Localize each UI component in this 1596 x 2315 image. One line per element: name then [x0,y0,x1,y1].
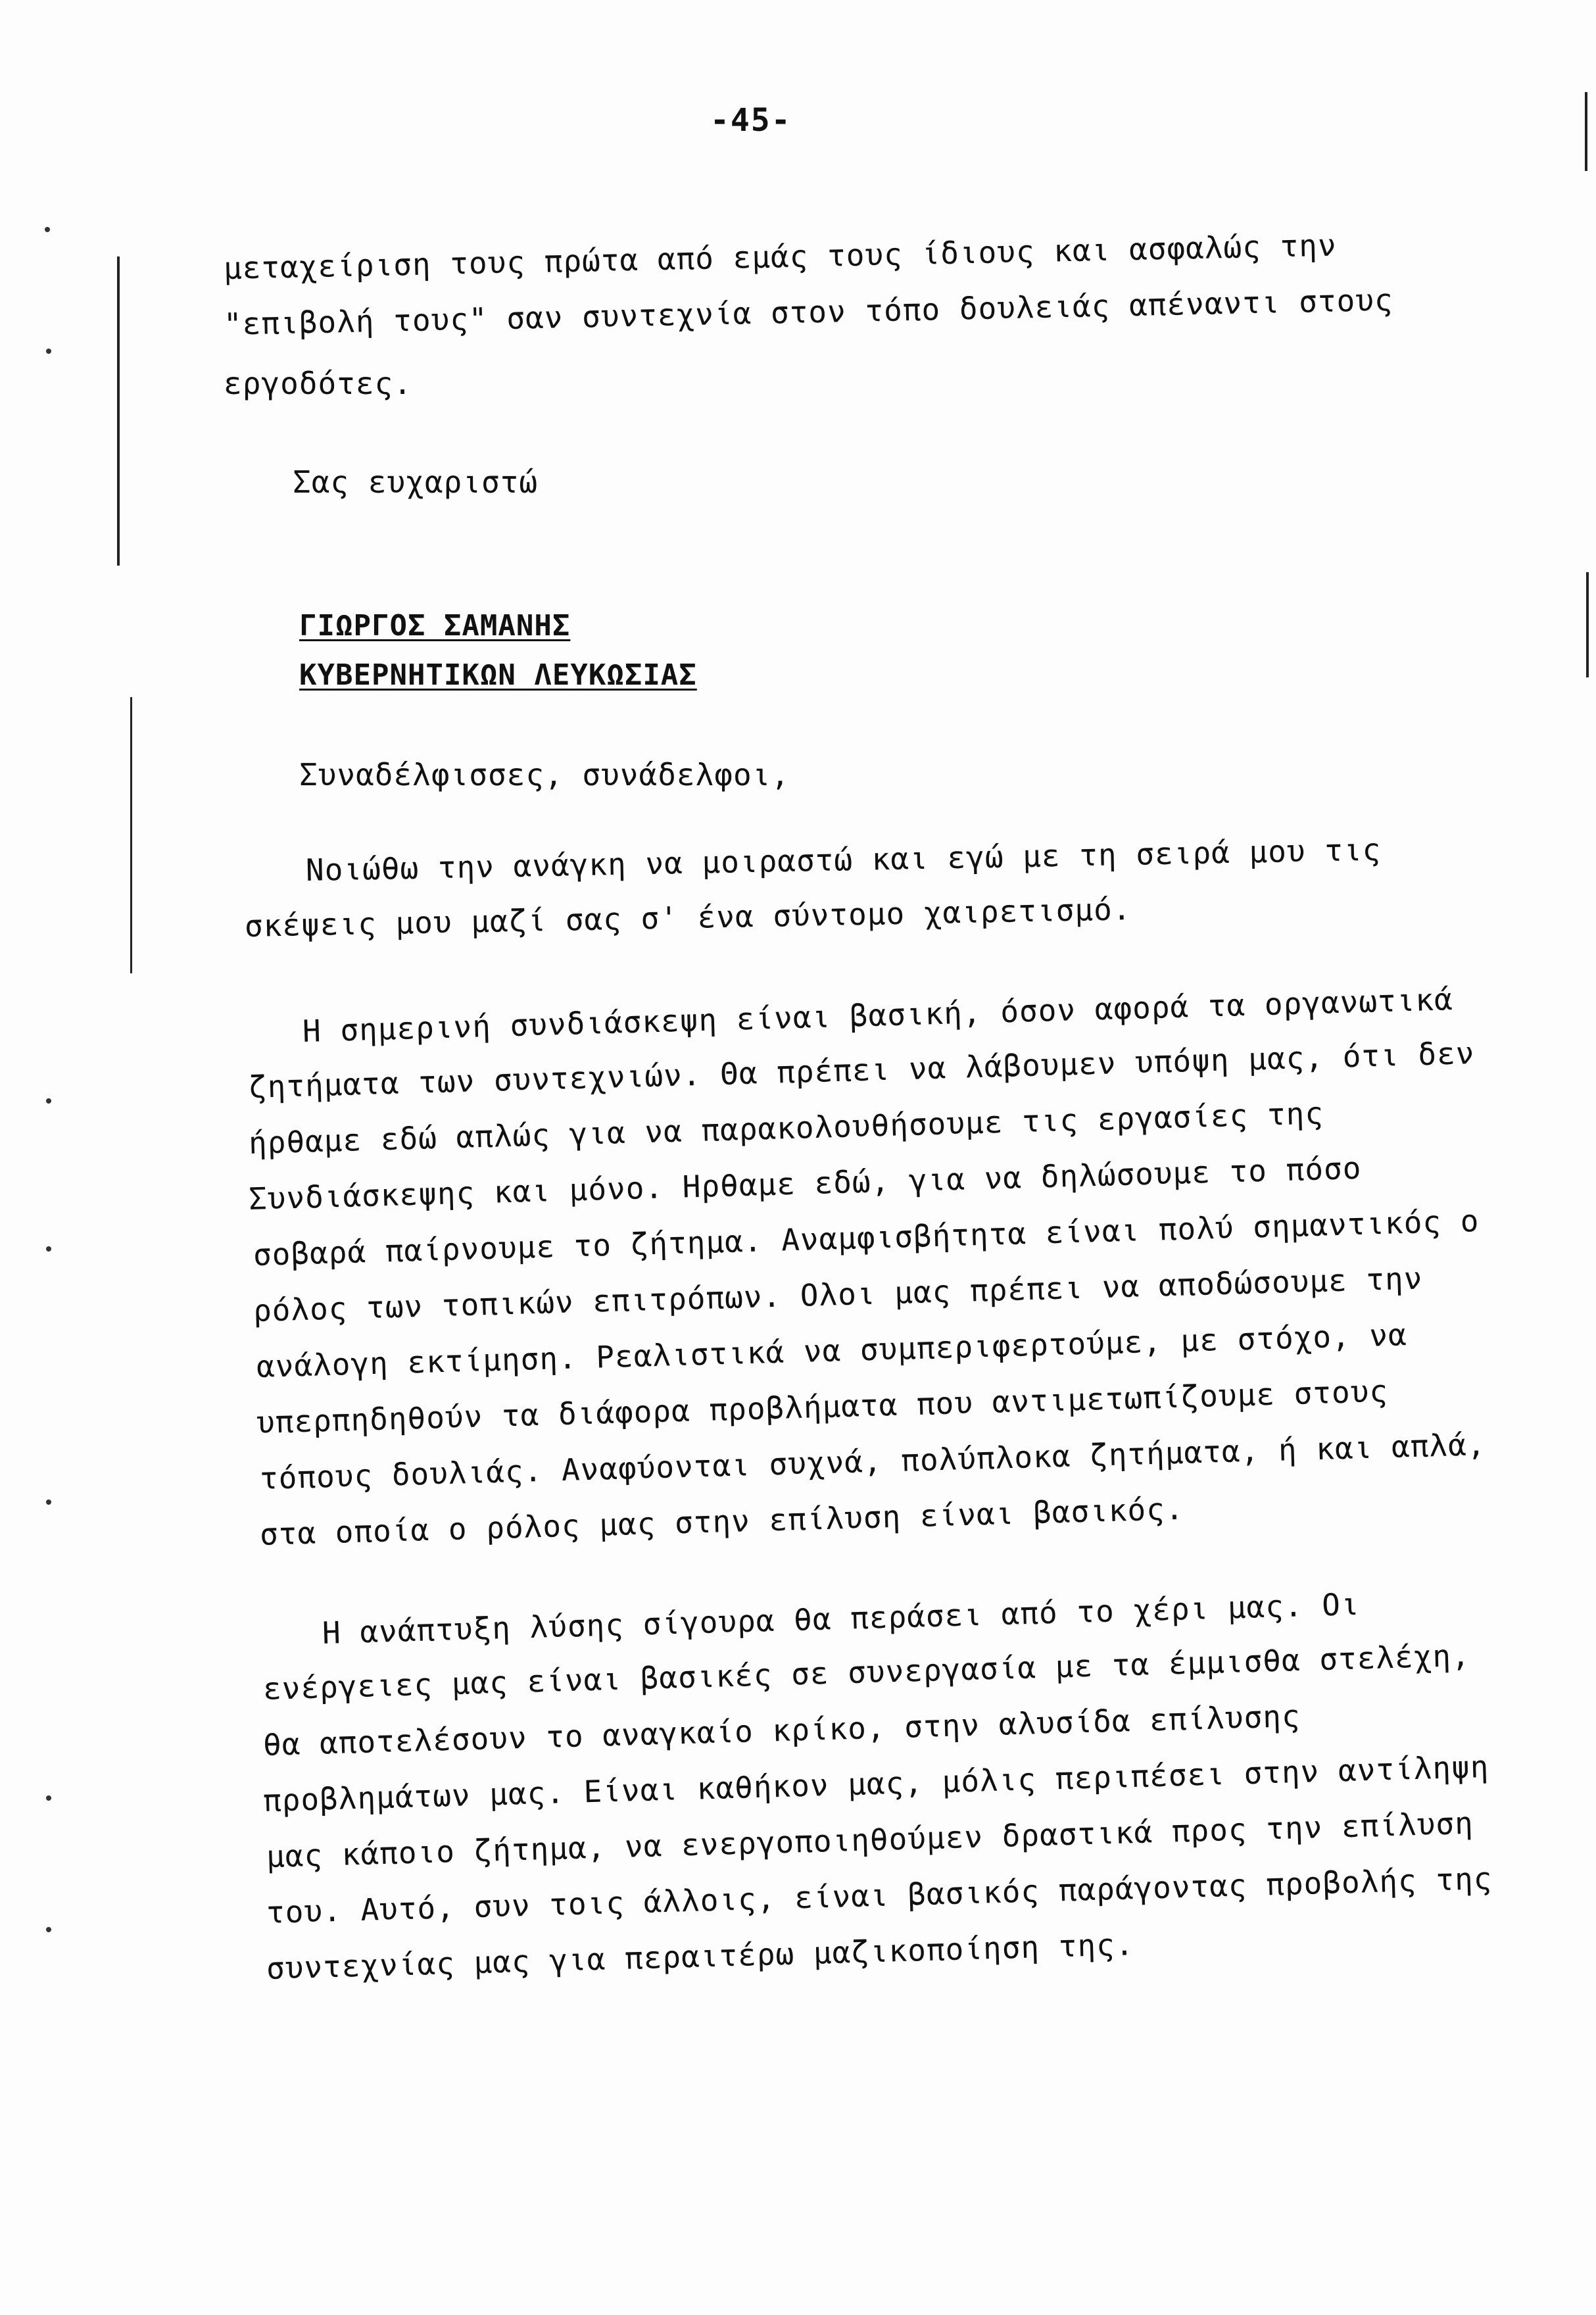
body-line: προβλημάτων μας. Είναι καθήκον μας, μόλις περιπέσει στην αντίληψη [262,1748,1490,1818]
body-line: τόπους δουλιάς. Αναφύονται συχνά, πολύπλοκα ζητήματα, ή και απλά, [259,1426,1487,1496]
body-line: σοβαρά παίρνουμε το ζήτημα. Αναμφισβήτητα είναι πολύ σημαντικός ο [253,1202,1480,1273]
scan-speck [46,349,51,354]
body-line: σκέψεις μου μαζί σας σ' ένα σύντομο χαιρετισμό. [244,891,1132,944]
binding-mark [1585,92,1587,171]
body-line: του. Αυτό, συν τοις άλλοις, είναι βασικός παράγοντας προβολής της [266,1860,1493,1930]
body-line: Συνδιάσκεψης και μόνο. Ηρθαμε εδώ, για να δηλώσουμε το πόσο [248,1150,1363,1217]
body-line: ενέργειες μας είναι βασικές σε συνεργασία με τα έμμισθα στελέχη, [262,1637,1471,1707]
scan-speck [46,1795,51,1801]
scan-speck [46,1246,51,1252]
body-line: Η σημερινή συνδιάσκεψη είναι βασική, όσον αφορά τα οργανωτικά [302,981,1454,1049]
body-line: ρόλος των τοπικών επιτρόπων. Ολοι μας πρέπει να αποδώσουμε την [253,1260,1424,1328]
body-line: "επιβολή τους" σαν συντεχνία στον τόπο δουλειάς απέναντι στους [223,281,1394,342]
binding-mark [117,256,120,566]
closing-thanks: Σας ευχαριστώ [293,464,539,500]
scan-speck [45,227,50,232]
body-line: ζητήματα των συντεχνιών. Θα πρέπει να λάβουμεν υπόψη μας, ότι δεν [248,1035,1476,1105]
body-line: θα αποτελέσουν το αναγκαίο κρίκο, στην αλυσίδα επίλυσης [262,1697,1301,1763]
binding-mark [130,697,132,973]
scan-speck [46,1927,51,1932]
page-number: -45- [710,102,792,139]
body-line: Η ανάπτυξη λύσης σίγουρα θα περάσει από το χέρι μας. Οι [322,1586,1361,1651]
body-line: εργοδότες. [224,366,412,401]
binding-mark [1586,572,1589,677]
body-line: στα οποία ο ρόλος μας στην επίλυση είναι βασικός. [259,1490,1185,1552]
body-line: ήρθαμε εδώ απλώς για να παρακολουθήσουμε τις εργασίες της [248,1095,1324,1161]
speaker-organization: ΚΥΒΕΡΝΗΤΙΚΩΝ ΛΕΥΚΩΣΙΑΣ [299,658,697,692]
body-line: μεταχείριση τους πρώτα από εμάς τους ίδιους και ασφαλώς την [223,227,1338,286]
body-line: υπερπηδηθούν τα διάφορα προβλήματα που αντιμετωπίζουμε στους [256,1373,1389,1440]
body-line: μας κάποιο ζήτημα, να ενεργοποιηθούμεν δραστικά προς την επίλυση [266,1805,1474,1874]
scan-speck [46,1499,51,1505]
speaker-name: ΓΙΩΡΓΟΣ ΣΑΜΑΝΗΣ [299,609,571,643]
body-line: συντεχνίας μας για περαιτέρω μαζικοποίηση της. [266,1926,1135,1986]
greeting: Συναδέλφισσες, συνάδελφοι, [299,757,790,792]
body-line: Νοιώθω την ανάγκη να μοιραστώ και εγώ με τη σειρά μου τις [305,831,1382,888]
body-line: ανάλογη εκτίμηση. Ρεαλιστικά να συμπεριφερτούμε, με στόχο, να [256,1317,1408,1384]
scan-speck [46,1098,51,1104]
